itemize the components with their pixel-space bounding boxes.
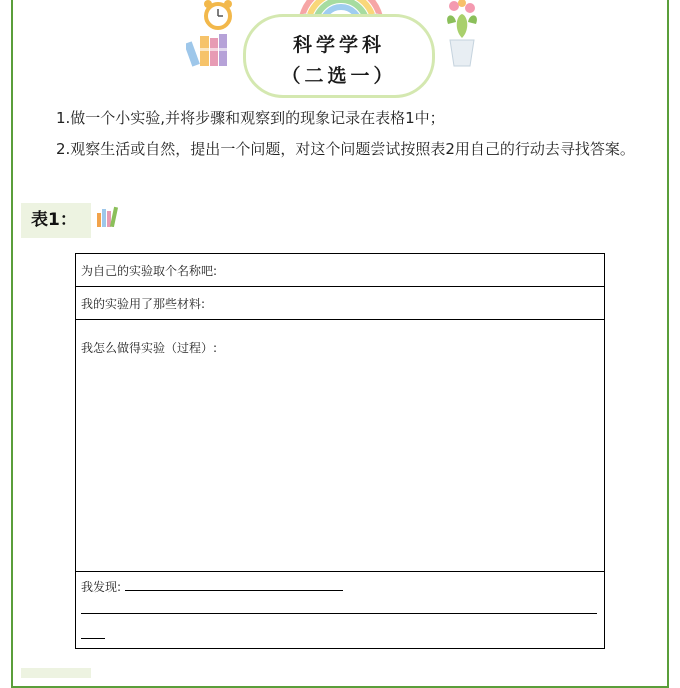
instruction-2: 2.观察生活或自然，提出一个问题，对这个问题尝试按照表2用自己的行动去寻找答案。 [56, 140, 635, 158]
page-subtitle: （二选一） [281, 65, 397, 87]
page-title: 科学学科 [292, 34, 385, 56]
findings-prompt: 我发现: [81, 580, 122, 594]
instruction-1: 1.做一个小实验,并将步骤和观察到的现象记录在表格1中； [56, 109, 445, 127]
table-row[interactable] [76, 287, 604, 320]
table-2-label [21, 668, 91, 678]
findings-blank[interactable] [81, 638, 105, 639]
table-1-label: 表1： [21, 203, 91, 238]
books-icon [96, 205, 120, 227]
books-icon [186, 28, 238, 68]
table-row[interactable] [76, 254, 604, 287]
table-row[interactable] [76, 572, 604, 648]
materials-prompt: 我的实验用了那些材料: [81, 297, 206, 311]
experiment-table [75, 253, 605, 649]
process-prompt: 我怎么做得实验（过程）: [81, 341, 218, 355]
potted-plant-icon [440, 0, 484, 70]
findings-blank[interactable] [125, 578, 343, 591]
table-row[interactable] [76, 320, 604, 572]
findings-blank[interactable] [81, 613, 597, 614]
experiment-name-prompt: 为自己的实验取个名称吧: [81, 264, 218, 278]
